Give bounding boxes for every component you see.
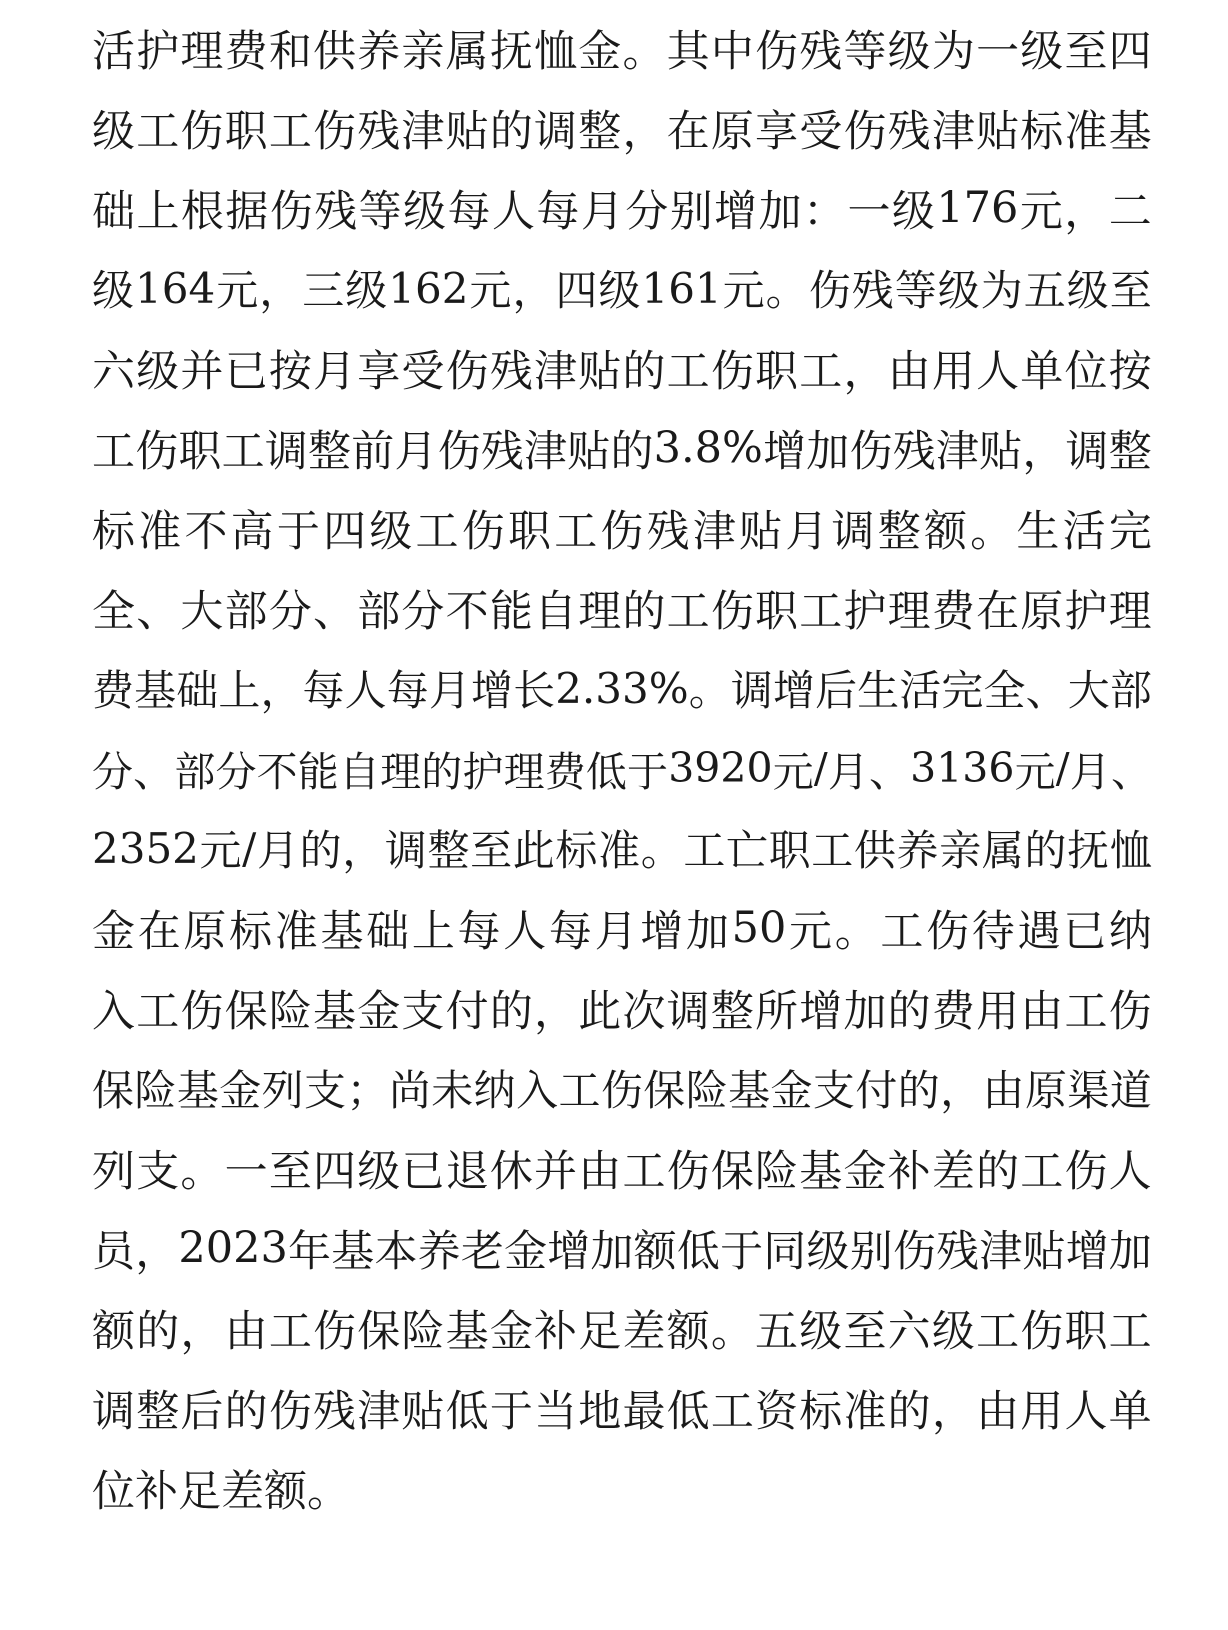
text-line: 工 伤 职 工 调 整 前 月 伤 残 津 贴 的 3.8% 增 加 伤 残 津 贴 ， 调 整 xyxy=(92,423,1152,477)
text-line: 六 级 并 已 按 月 享 受 伤 残 津 贴 的 工 伤 职 工 ， 由 用 人 单 位 按 xyxy=(92,346,1152,397)
text-line: 入 工 伤 保 险 基 金 支 付 的 ， 此 次 调 整 所 增 加 的 费 用 由 工 伤 xyxy=(92,986,1152,1037)
text-line: 础 上 根 据 伤 残 等 级 每 人 每 月 分 别 增 加 ： 一 级 176 元 ， 二 xyxy=(92,183,1152,237)
text-line: 分 、 部 分 不 能 自 理 的 护 理 费 低 于 3920 元 / 月 、 3136 元 / 月 、 xyxy=(92,744,1152,796)
text-line: 活 护 理 费 和 供 养 亲 属 抚 恤 金 。 其 中 伤 残 等 级 为 一 级 至 四 xyxy=(92,26,1152,77)
text-line-last: 位补足差额。 xyxy=(92,1466,350,1517)
text-line: 员 ， 2023 年 基 本 养 老 金 增 加 额 低 于 同 级 别 伤 残 津 贴 增 加 xyxy=(92,1223,1152,1277)
text-line: 调 整 后 的 伤 残 津 贴 低 于 当 地 最 低 工 资 标 准 的 ， 由 用 人 单 xyxy=(92,1386,1152,1437)
text-line: 保 险 基 金 列 支 ； 尚 未 纳 入 工 伤 保 险 基 金 支 付 的 ， 由 原 渠 道 xyxy=(92,1066,1152,1115)
text-line: 级 164 元 ， 三 级 162 元 ， 四 级 161 元 。 伤 残 等 级 为 五 级 至 xyxy=(92,263,1152,315)
text-line: 标 准 不 高 于 四 级 工 伤 职 工 伤 残 津 贴 月 调 整 额 。 生 活 完 xyxy=(92,506,1152,557)
text-line: 费 基 础 上 ， 每 人 每 月 增 长 2.33% 。 调 增 后 生 活 完 全 、 大 部 xyxy=(92,663,1152,715)
text-line: 2352 元 / 月 的 ， 调 整 至 此 标 准 。 工 亡 职 工 供 养 亲 属 的 抚 恤 xyxy=(92,823,1152,875)
text-line: 列 支 。 一 至 四 级 已 退 休 并 由 工 伤 保 险 基 金 补 差 的 工 伤 人 xyxy=(92,1146,1152,1197)
text-line: 额 的 ， 由 工 伤 保 险 基 金 补 足 差 额 。 五 级 至 六 级 工 伤 职 工 xyxy=(92,1306,1152,1357)
text-line: 全 、 大 部 分 、 部 分 不 能 自 理 的 工 伤 职 工 护 理 费 在 原 护 理 xyxy=(92,586,1152,637)
text-line: 级 工 伤 职 工 伤 残 津 贴 的 调 整 ， 在 原 享 受 伤 残 津 贴 标 准 基 xyxy=(92,106,1152,157)
body-text xyxy=(92,8,1152,1528)
text-line: 金 在 原 标 准 基 础 上 每 人 每 月 增 加 50 元 。 工 伤 待 遇 已 纳 xyxy=(92,903,1152,957)
